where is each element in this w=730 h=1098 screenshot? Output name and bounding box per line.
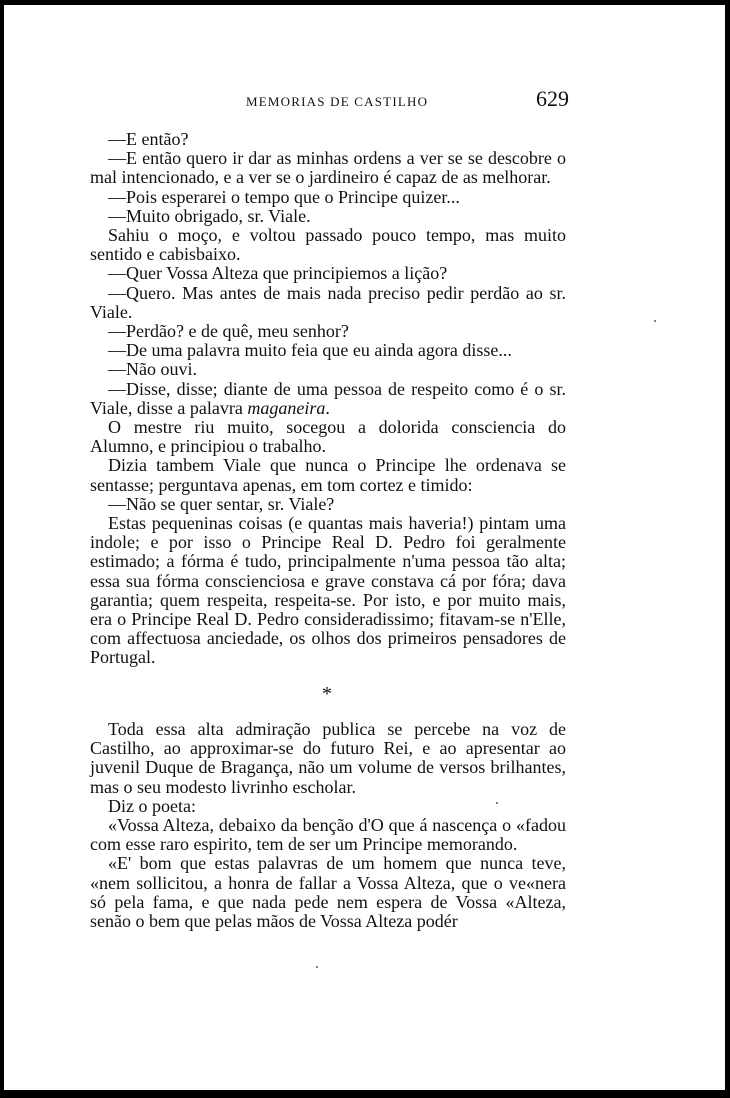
italic-term: maganeira [247, 397, 326, 418]
paragraph: —Muito obrigado, sr. Viale. [108, 205, 311, 226]
paragraph: —Não se quer sentar, sr. Viale? [108, 493, 335, 514]
paragraph: —Perdão? e de quê, meu senhor? [108, 321, 349, 342]
page-number: 629 [536, 86, 569, 111]
paragraph: —Pois esperarei o tempo que o Principe quizer... [108, 186, 460, 207]
paragraph: —Não ouvi. [108, 359, 197, 380]
paragraph: —Quer Vossa Alteza que principiemos a lição? [108, 263, 448, 284]
paragraph: —De uma palavra muito feia que eu ainda agora disse... [108, 340, 512, 361]
paragraph: Estas pequeninas coisas (e quantas mais haveria!) pintam uma indole; e por isso o Principe Real D. Pedro foi geralmente estimado; a fórma é tudo, principalmente n'uma pessoa tão alta; essa sua fórma conscienciosa e grave constava cá por fóra; dava garantia; quem respeita, respeita-se. Por isto, e por muito mais, era o Principe Real D. Pedro consideradissimo; fitavam-se n'Elle, com affectuosa anciedade, os olhos dos primeiros pensadores de Portugal. [90, 513, 566, 668]
paper-speck [316, 966, 318, 968]
paragraph: Sahiu o moço, e voltou passado pouco tempo, mas muito sentido e cabisbaixo. [90, 225, 566, 265]
paragraph: Toda essa alta admiração publica se percebe na voz de Castilho, ao approximar-se do futuro Rei, e ao apresentar ao juvenil Duque de Bragança, não um volume de versos brilhantes, mas o seu modesto livrinho escholar. [90, 719, 566, 797]
paper-speck [496, 802, 498, 804]
paragraph: —E então quero ir dar as minhas ordens a ver se se descobre o mal intencionado, e a ver se o jardineiro é capaz de as melhorar. [90, 148, 566, 188]
paragraph: «Vossa Alteza, debaixo da benção d'O que á nascença o «fadou com esse raro espirito, tem de ser um Principe memorando. [90, 815, 566, 855]
paragraph: O mestre riu muito, socegou a dolorida consciencia do Alumno, e principiou o trabalho. [90, 417, 566, 457]
paragraph: —Disse, disse; diante de uma pessoa de respeito como é o sr. Viale, disse a palavra maganeira. [90, 378, 566, 418]
paragraph: —E então? [108, 129, 189, 149]
paragraph: Dizia tambem Viale que nunca o Principe lhe ordenava se sentasse; perguntava apenas, em tom cortez e timido: [90, 455, 566, 495]
paragraph: Diz o poeta: [108, 795, 196, 816]
paper-speck [654, 320, 656, 322]
dialogue-section [90, 130, 566, 668]
section-separator: * [322, 683, 332, 705]
paragraph: «E' bom que estas palavras de um homem que nunca teve, «nem sollicitou, a honra de fallar a Vossa Alteza, que o ve«nera só pela fama, e que nada pede nem espera de Vossa «Alteza, senão o bem que pelas mãos de Vossa Alteza podér [90, 853, 566, 932]
quotation-section [90, 720, 566, 931]
paragraph: —Quero. Mas antes de mais nada preciso pedir perdão ao sr. Viale. [90, 282, 566, 322]
running-title: MEMORIAS DE CASTILHO [246, 94, 429, 109]
page-header [0, 86, 730, 116]
